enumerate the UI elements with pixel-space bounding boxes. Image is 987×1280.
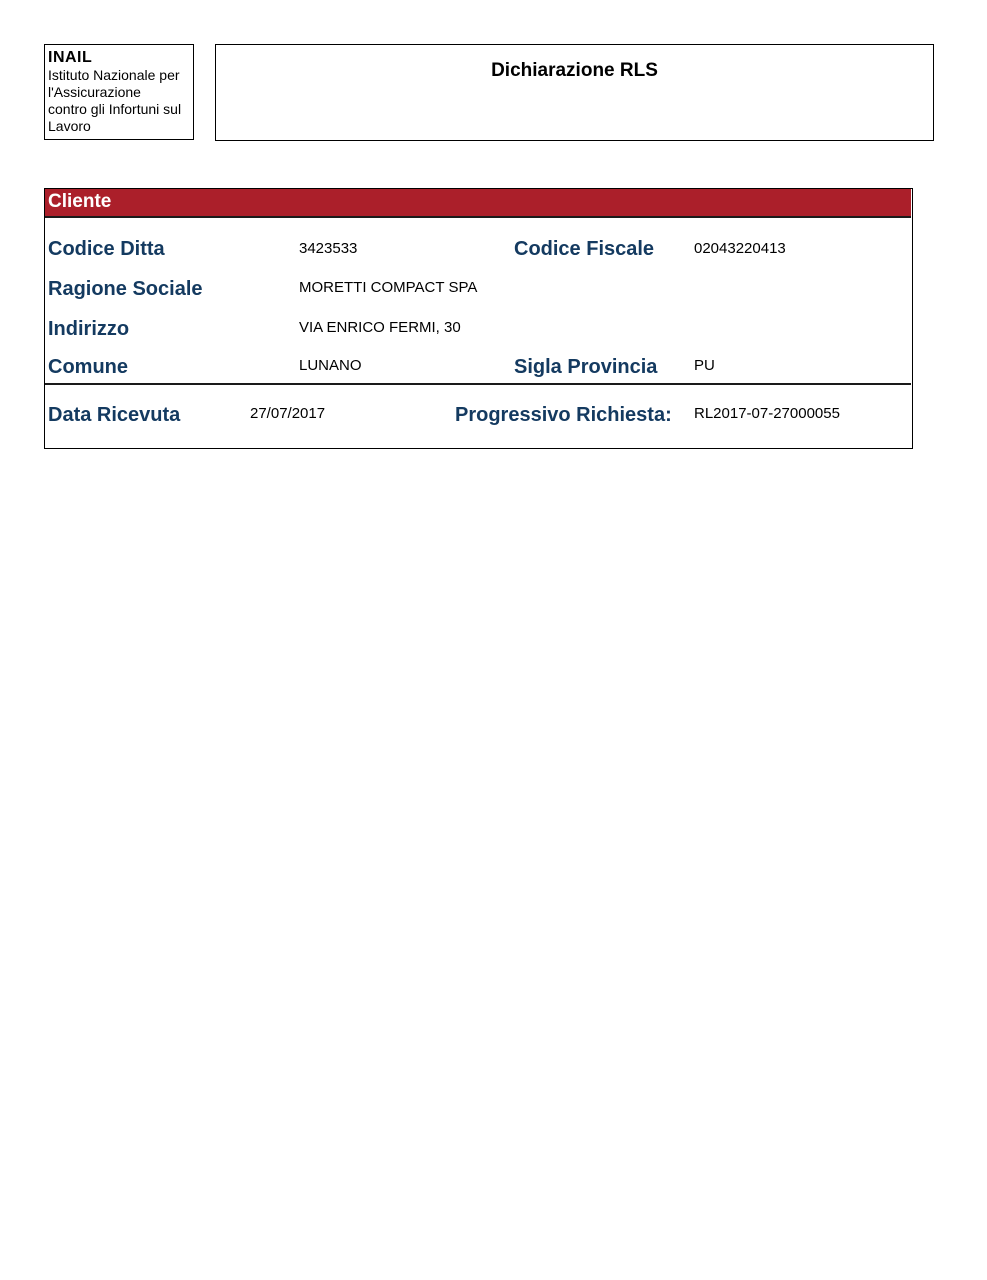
codice-fiscale-value: 02043220413 <box>694 240 786 257</box>
client-section-header <box>45 189 911 218</box>
indirizzo-label: Indirizzo <box>48 318 130 340</box>
org-description-line: Lavoro <box>48 118 91 134</box>
codice-ditta-value: 3423533 <box>299 240 358 257</box>
sigla-provincia-label: Sigla Provincia <box>514 356 658 378</box>
codice-ditta-label: Codice Ditta <box>48 238 165 260</box>
client-section-title: Cliente <box>48 191 112 212</box>
org-description-line: l'Assicurazione <box>48 84 141 100</box>
ragione-sociale-value: MORETTI COMPACT SPA <box>299 279 478 296</box>
data-ricevuta-label: Data Ricevuta <box>48 404 181 426</box>
section-divider <box>45 383 911 385</box>
indirizzo-value: VIA ENRICO FERMI, 30 <box>299 319 461 336</box>
org-description-line: Istituto Nazionale per <box>48 67 180 83</box>
document-title-box <box>215 44 934 141</box>
org-name: INAIL <box>48 49 93 66</box>
client-panel <box>44 188 913 449</box>
comune-value: LUNANO <box>299 357 362 374</box>
org-description-line: contro gli Infortuni sul <box>48 101 182 117</box>
sigla-provincia-value: PU <box>694 357 715 374</box>
codice-fiscale-label: Codice Fiscale <box>514 238 655 260</box>
data-ricevuta-value: 27/07/2017 <box>250 405 326 422</box>
progressivo-richiesta-label: Progressivo Richiesta: <box>455 404 672 426</box>
ragione-sociale-label: Ragione Sociale <box>48 278 203 300</box>
progressivo-richiesta-value: RL2017-07-27000055 <box>694 405 840 422</box>
comune-label: Comune <box>48 356 128 378</box>
document-title: Dichiarazione RLS <box>491 60 658 81</box>
inail-logo-box <box>44 44 194 140</box>
